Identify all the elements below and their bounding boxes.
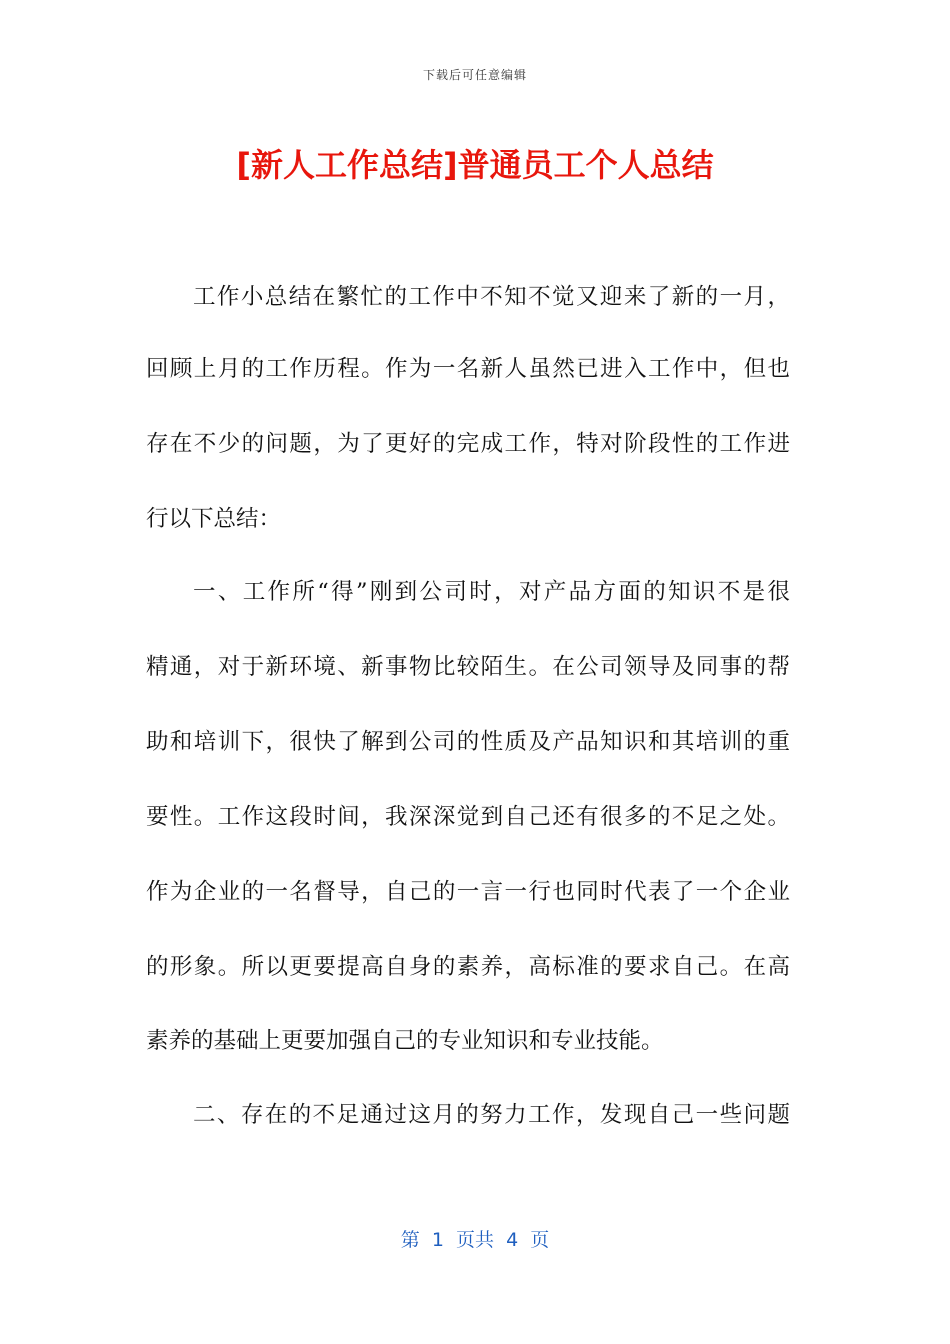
body-line: 精通，对于新环境、新事物比较陌生。在公司领导及同事的帮 [146,654,790,680]
body-line: 行以下总结： [146,506,282,532]
body-line: 的形象。所以更要提高自身的素养，高标准的要求自己。在高 [146,954,790,980]
body-line: 作为企业的一名督导，自己的一言一行也同时代表了一个企业 [146,879,790,905]
body-line: 素养的基础上更要加强自己的专业知识和专业技能。 [146,1028,664,1054]
body-line: 工作小总结在繁忙的工作中不知不觉又迎来了新的一月， [193,284,790,310]
body-line: 存在不少的问题，为了更好的完成工作，特对阶段性的工作进 [146,431,790,457]
body-line: 二、存在的不足通过这月的努力工作，发现自己一些问题 [193,1102,790,1128]
body-line: 助和培训下，很快了解到公司的性质及产品知识和其培训的重 [146,729,790,755]
header-note: 下载后可任意编辑 [422,68,527,82]
body-line: 回顾上月的工作历程。作为一名新人虽然已进入工作中，但也 [146,356,790,382]
page-number-footer: 第 1 页共 4 页 [400,1229,550,1251]
body-line: 要性。工作这段时间，我深深觉到自己还有很多的不足之处。 [146,804,790,830]
document-title: [新人工作总结]普通员工个人总结 [236,146,714,184]
body-line: 一、工作所“得”刚到公司时，对产品方面的知识不是很 [193,579,790,605]
